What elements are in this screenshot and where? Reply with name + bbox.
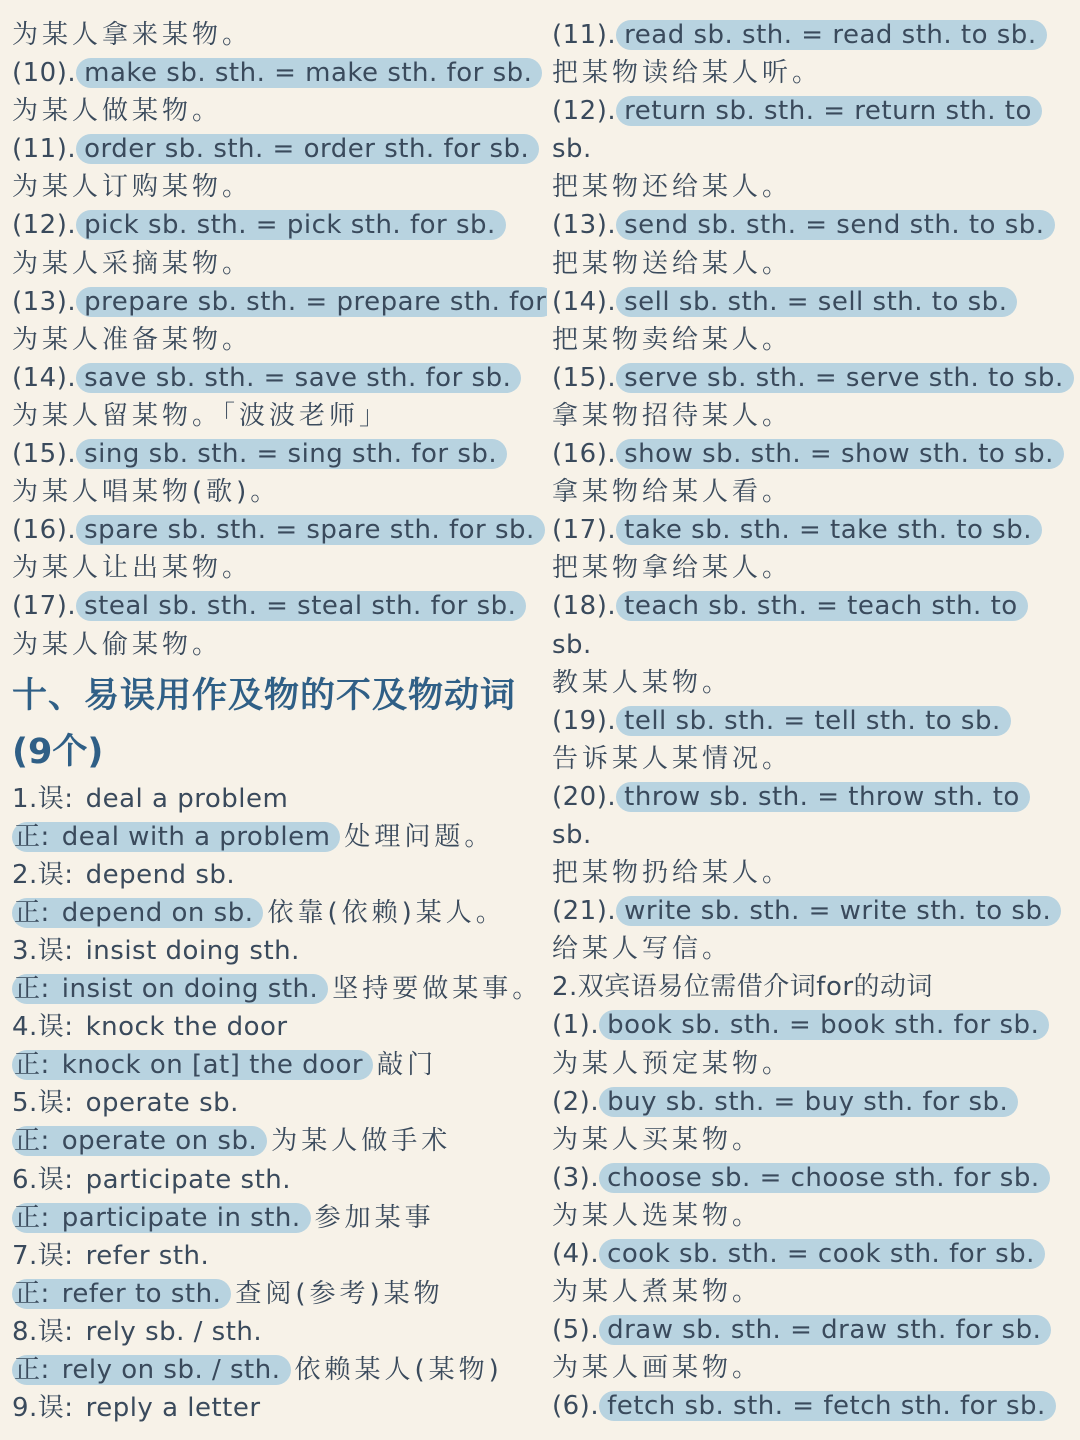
item-number: (3).: [552, 1162, 600, 1193]
chinese-meaning: 把某物还给某人。: [552, 172, 793, 203]
correct-phrase-highlight: [12, 1126, 267, 1156]
highlighted-phrase: read sb. sth. = read sth. to sb.: [616, 20, 1046, 50]
wrong-phrase: operate sb.: [85, 1088, 239, 1119]
phrase-line: [12, 54, 547, 92]
highlighted-phrase: prepare sb. sth. = prepare sth. for: [76, 287, 547, 317]
chinese-meaning: 把某物读给某人听。: [552, 58, 823, 89]
meaning-line: [12, 245, 547, 283]
correct-usage-line: [12, 1199, 547, 1237]
correct-phrase: operate on sb.: [61, 1126, 258, 1157]
correct-usage-line: [12, 894, 547, 932]
item-number: (13).: [552, 210, 617, 241]
chinese-meaning: 为某人偷某物。: [12, 629, 223, 660]
highlighted-phrase: return sb. sth. = return sth. to: [616, 96, 1042, 126]
highlighted-phrase: draw sb. sth. = draw sth. for sb.: [599, 1315, 1051, 1345]
wrong-label: 3.误:: [12, 935, 74, 966]
wrong-phrase: participate sth.: [85, 1164, 292, 1195]
phrase-line: [552, 435, 1076, 473]
chinese-meaning: 为某人预定某物。: [552, 1048, 793, 1079]
wrong-label: 8.误:: [12, 1316, 74, 1347]
highlighted-phrase: sell sb. sth. = sell sth. to sb.: [616, 287, 1017, 317]
wrong-phrase: insist doing sth.: [85, 935, 300, 966]
correct-meaning: 参加某事: [314, 1202, 435, 1233]
phrase-line: [12, 511, 547, 549]
item-number: (16).: [552, 439, 617, 470]
correct-phrase-highlight: [12, 1050, 373, 1080]
correct-phrase-highlight: [12, 1203, 311, 1233]
meaning-line: [552, 1197, 1076, 1235]
correct-phrase-highlight: [12, 898, 263, 928]
meaning-line: [12, 626, 547, 664]
wrong-label: 1.误:: [12, 783, 74, 814]
correct-label: 正:: [14, 974, 50, 1005]
phrase-line: [552, 778, 1076, 816]
correct-label: 正:: [14, 897, 50, 928]
highlighted-phrase: book sb. sth. = book sth. for sb.: [599, 1010, 1049, 1040]
meaning-line: [12, 397, 547, 435]
chinese-meaning: 为某人订购某物。: [12, 172, 253, 203]
correct-meaning: 处理问题。: [344, 821, 495, 852]
wrong-phrase: deal a problem: [85, 783, 289, 814]
text-line: [552, 816, 1076, 854]
phrase-line: [552, 587, 1076, 625]
plain-text: 2.双宾语易位需借介词for的动词: [552, 972, 934, 1003]
correct-phrase-highlight: [12, 822, 340, 852]
phrase-line: [12, 435, 547, 473]
phrase-line: [552, 892, 1076, 930]
plain-text: sb.: [552, 629, 592, 660]
wrong-phrase: rely sb. / sth.: [85, 1316, 263, 1347]
highlighted-phrase: tell sb. sth. = tell sth. to sb.: [616, 706, 1011, 736]
section-title: 十、易误用作及物的不及物动词: [12, 675, 517, 716]
correct-meaning: 坚持要做某事。: [332, 974, 543, 1005]
item-number: (14).: [552, 286, 617, 317]
item-number: (6).: [552, 1391, 600, 1422]
left-column: [12, 16, 547, 1427]
meaning-line: [552, 1121, 1076, 1159]
phrase-line: [552, 1311, 1076, 1349]
wrong-label: 4.误:: [12, 1012, 74, 1043]
highlighted-phrase: spare sb. sth. = spare sth. for sb.: [76, 515, 545, 545]
chinese-meaning: 把某物送给某人。: [552, 248, 793, 279]
highlighted-phrase: write sb. sth. = write sth. to sb.: [616, 896, 1061, 926]
chinese-meaning: 把某物卖给某人。: [552, 324, 793, 355]
phrase-line: [552, 702, 1076, 740]
meaning-line: [552, 549, 1076, 587]
meaning-line: [552, 740, 1076, 778]
correct-label: 正:: [14, 821, 50, 852]
item-number: (4).: [552, 1239, 600, 1269]
highlighted-phrase: sing sb. sth. = sing sth. for sb.: [76, 439, 507, 469]
phrase-line: [552, 359, 1076, 397]
item-number: (18).: [552, 591, 617, 622]
correct-label: 正:: [14, 1126, 50, 1157]
wrong-usage-line: [12, 1389, 547, 1427]
phrase-line: [12, 130, 547, 168]
correct-label: 正:: [14, 1278, 50, 1309]
correct-phrase-highlight: [12, 1355, 291, 1385]
correct-meaning: 查阅(参考)某物: [235, 1278, 444, 1309]
phrase-line: [12, 206, 547, 244]
chinese-meaning: 为某人画某物。: [552, 1353, 763, 1384]
correct-phrase: rely on sb. / sth.: [61, 1355, 281, 1385]
wrong-label: 6.误:: [12, 1164, 74, 1195]
meaning-line: [552, 245, 1076, 283]
item-number: (10).: [12, 58, 77, 89]
highlighted-phrase: send sb. sth. = send sth. to sb.: [616, 210, 1054, 240]
wrong-phrase: refer sth.: [85, 1240, 210, 1271]
highlighted-phrase: make sb. sth. = make sth. for sb.: [76, 58, 542, 88]
correct-meaning: 为某人做手术: [271, 1126, 452, 1157]
chinese-meaning: 把某物扔给某人。: [552, 858, 793, 889]
wrong-label: 9.误:: [12, 1393, 74, 1424]
item-number: (16).: [12, 515, 77, 546]
meaning-line: [12, 168, 547, 206]
wrong-label: 2.误:: [12, 859, 74, 890]
item-number: (11).: [552, 20, 617, 50]
meaning-line: [552, 854, 1076, 892]
highlighted-phrase: cook sb. sth. = cook sth. for sb.: [599, 1239, 1045, 1269]
chinese-meaning: 为某人准备某物。: [12, 324, 253, 355]
correct-usage-line: [12, 1275, 547, 1313]
wrong-usage-line: [12, 1313, 547, 1351]
phrase-line: [12, 283, 547, 321]
item-number: (13).: [12, 286, 77, 317]
highlighted-phrase: teach sb. sth. = teach sth. to: [616, 591, 1028, 621]
phrase-line: [552, 1083, 1076, 1121]
meaning-line: [12, 473, 547, 511]
wrong-usage-line: [12, 856, 547, 894]
meaning-line: [12, 321, 547, 359]
item-number: (12).: [552, 96, 617, 127]
meaning-line: [552, 1349, 1076, 1387]
correct-usage-line: [12, 970, 547, 1008]
highlighted-phrase: throw sb. sth. = throw sth. to: [616, 782, 1030, 812]
plain-text: sb.: [552, 819, 592, 850]
wrong-usage-line: [12, 1084, 547, 1122]
phrase-line: [552, 1235, 1076, 1273]
phrase-line: [12, 359, 547, 397]
chinese-meaning: 为某人让出某物。: [12, 553, 253, 584]
correct-usage-line: [12, 1351, 547, 1389]
highlighted-phrase: order sb. sth. = order sth. for sb.: [76, 134, 539, 164]
chinese-meaning: 为某人买某物。: [552, 1124, 763, 1155]
phrase-line: [552, 16, 1076, 54]
text-line: [552, 968, 1076, 1006]
text-line: [552, 130, 1076, 168]
phrase-line: [552, 92, 1076, 130]
correct-label: 正:: [14, 1202, 50, 1233]
right-column: [552, 16, 1076, 1425]
chinese-meaning: 拿某物招待某人。: [552, 400, 793, 431]
correct-meaning: 依赖某人(某物): [294, 1355, 503, 1385]
item-number: (20).: [552, 781, 617, 812]
highlighted-phrase: choose sb. = choose sth. for sb.: [599, 1163, 1050, 1193]
item-number: (17).: [12, 591, 77, 622]
highlighted-phrase: buy sb. sth. = buy sth. for sb.: [599, 1087, 1018, 1117]
phrase-line: [552, 206, 1076, 244]
item-number: (21).: [552, 896, 617, 927]
item-number: (5).: [552, 1315, 600, 1346]
correct-phrase: refer to sth.: [61, 1278, 222, 1309]
correct-phrase: insist on doing sth.: [61, 974, 319, 1005]
correct-label: 正:: [14, 1355, 50, 1385]
item-number: (11).: [12, 134, 77, 165]
text-line: [552, 626, 1076, 664]
meaning-line: [552, 54, 1076, 92]
wrong-phrase: reply a letter: [85, 1393, 261, 1424]
wrong-usage-line: [12, 1237, 547, 1275]
highlighted-phrase: serve sb. sth. = serve sth. to sb.: [616, 363, 1074, 393]
item-number: (1).: [552, 1010, 600, 1041]
item-number: (17).: [552, 515, 617, 546]
chinese-meaning: 给某人写信。: [552, 934, 733, 965]
meaning-line: [552, 1273, 1076, 1311]
wrong-phrase: knock the door: [85, 1012, 288, 1043]
chinese-meaning: 为某人采摘某物。: [12, 248, 253, 279]
wrong-label: 7.误:: [12, 1240, 74, 1271]
chinese-meaning: 拿某物给某人看。: [552, 477, 793, 508]
wrong-usage-line: [12, 1161, 547, 1199]
phrase-line: [552, 1387, 1076, 1425]
item-number: (12).: [12, 210, 77, 241]
item-number: (2).: [552, 1086, 600, 1117]
meaning-line: [12, 549, 547, 587]
highlighted-phrase: steal sb. sth. = steal sth. for sb.: [76, 591, 526, 621]
item-number: (15).: [12, 439, 77, 470]
meaning-line: [552, 664, 1076, 702]
correct-phrase: participate in sth.: [61, 1202, 301, 1233]
phrase-line: [12, 587, 547, 625]
chinese-meaning: 为某人拿来某物。: [12, 20, 253, 50]
correct-phrase: knock on [at] the door: [61, 1050, 364, 1081]
wrong-usage-line: [12, 1008, 547, 1046]
phrase-line: [552, 1006, 1076, 1044]
phrase-line: [552, 1159, 1076, 1197]
chinese-meaning: 为某人留某物。「波波老师」: [12, 400, 390, 431]
meaning-line: [12, 16, 547, 54]
correct-phrase: deal with a problem: [61, 821, 331, 852]
meaning-line: [552, 397, 1076, 435]
correct-phrase: depend on sb.: [61, 897, 254, 928]
highlighted-phrase: fetch sb. sth. = fetch sth. for sb.: [599, 1391, 1056, 1421]
correct-usage-line: [12, 1122, 547, 1160]
phrase-line: [552, 511, 1076, 549]
item-number: (15).: [552, 362, 617, 393]
correct-usage-line: [12, 818, 547, 856]
meaning-line: [552, 168, 1076, 206]
item-number: (14).: [12, 362, 77, 393]
highlighted-phrase: show sb. sth. = show sth. to sb.: [616, 439, 1064, 469]
chinese-meaning: 为某人做某物。: [12, 96, 223, 127]
section-count: (9个): [12, 731, 104, 772]
wrong-label: 5.误:: [12, 1088, 74, 1119]
meaning-line: [12, 92, 547, 130]
meaning-line: [552, 473, 1076, 511]
highlighted-phrase: save sb. sth. = save sth. for sb.: [76, 363, 521, 393]
correct-meaning: 敲门: [377, 1050, 438, 1081]
meaning-line: [552, 1045, 1076, 1083]
highlighted-phrase: take sb. sth. = take sth. to sb.: [616, 515, 1042, 545]
correct-label: 正:: [14, 1050, 50, 1081]
wrong-usage-line: [12, 780, 547, 818]
highlighted-phrase: pick sb. sth. = pick sth. for sb.: [76, 210, 506, 240]
correct-phrase-highlight: [12, 1279, 231, 1309]
chinese-meaning: 为某人煮某物。: [552, 1277, 763, 1308]
chinese-meaning: 把某物拿给某人。: [552, 553, 793, 584]
plain-text: sb.: [552, 134, 592, 165]
chinese-meaning: 告诉某人某情况。: [552, 743, 793, 774]
chinese-meaning: 为某人唱某物(歌)。: [12, 477, 281, 508]
meaning-line: [552, 321, 1076, 359]
wrong-phrase: depend sb.: [85, 859, 236, 890]
correct-usage-line: [12, 1046, 547, 1084]
meaning-line: [552, 930, 1076, 968]
correct-meaning: 依靠(依赖)某人。: [267, 897, 506, 928]
wrong-usage-line: [12, 932, 547, 970]
phrase-line: [552, 283, 1076, 321]
correct-phrase-highlight: [12, 974, 328, 1004]
chinese-meaning: 为某人选某物。: [552, 1200, 763, 1231]
item-number: (19).: [552, 705, 617, 736]
chinese-meaning: 教某人某物。: [552, 667, 733, 698]
